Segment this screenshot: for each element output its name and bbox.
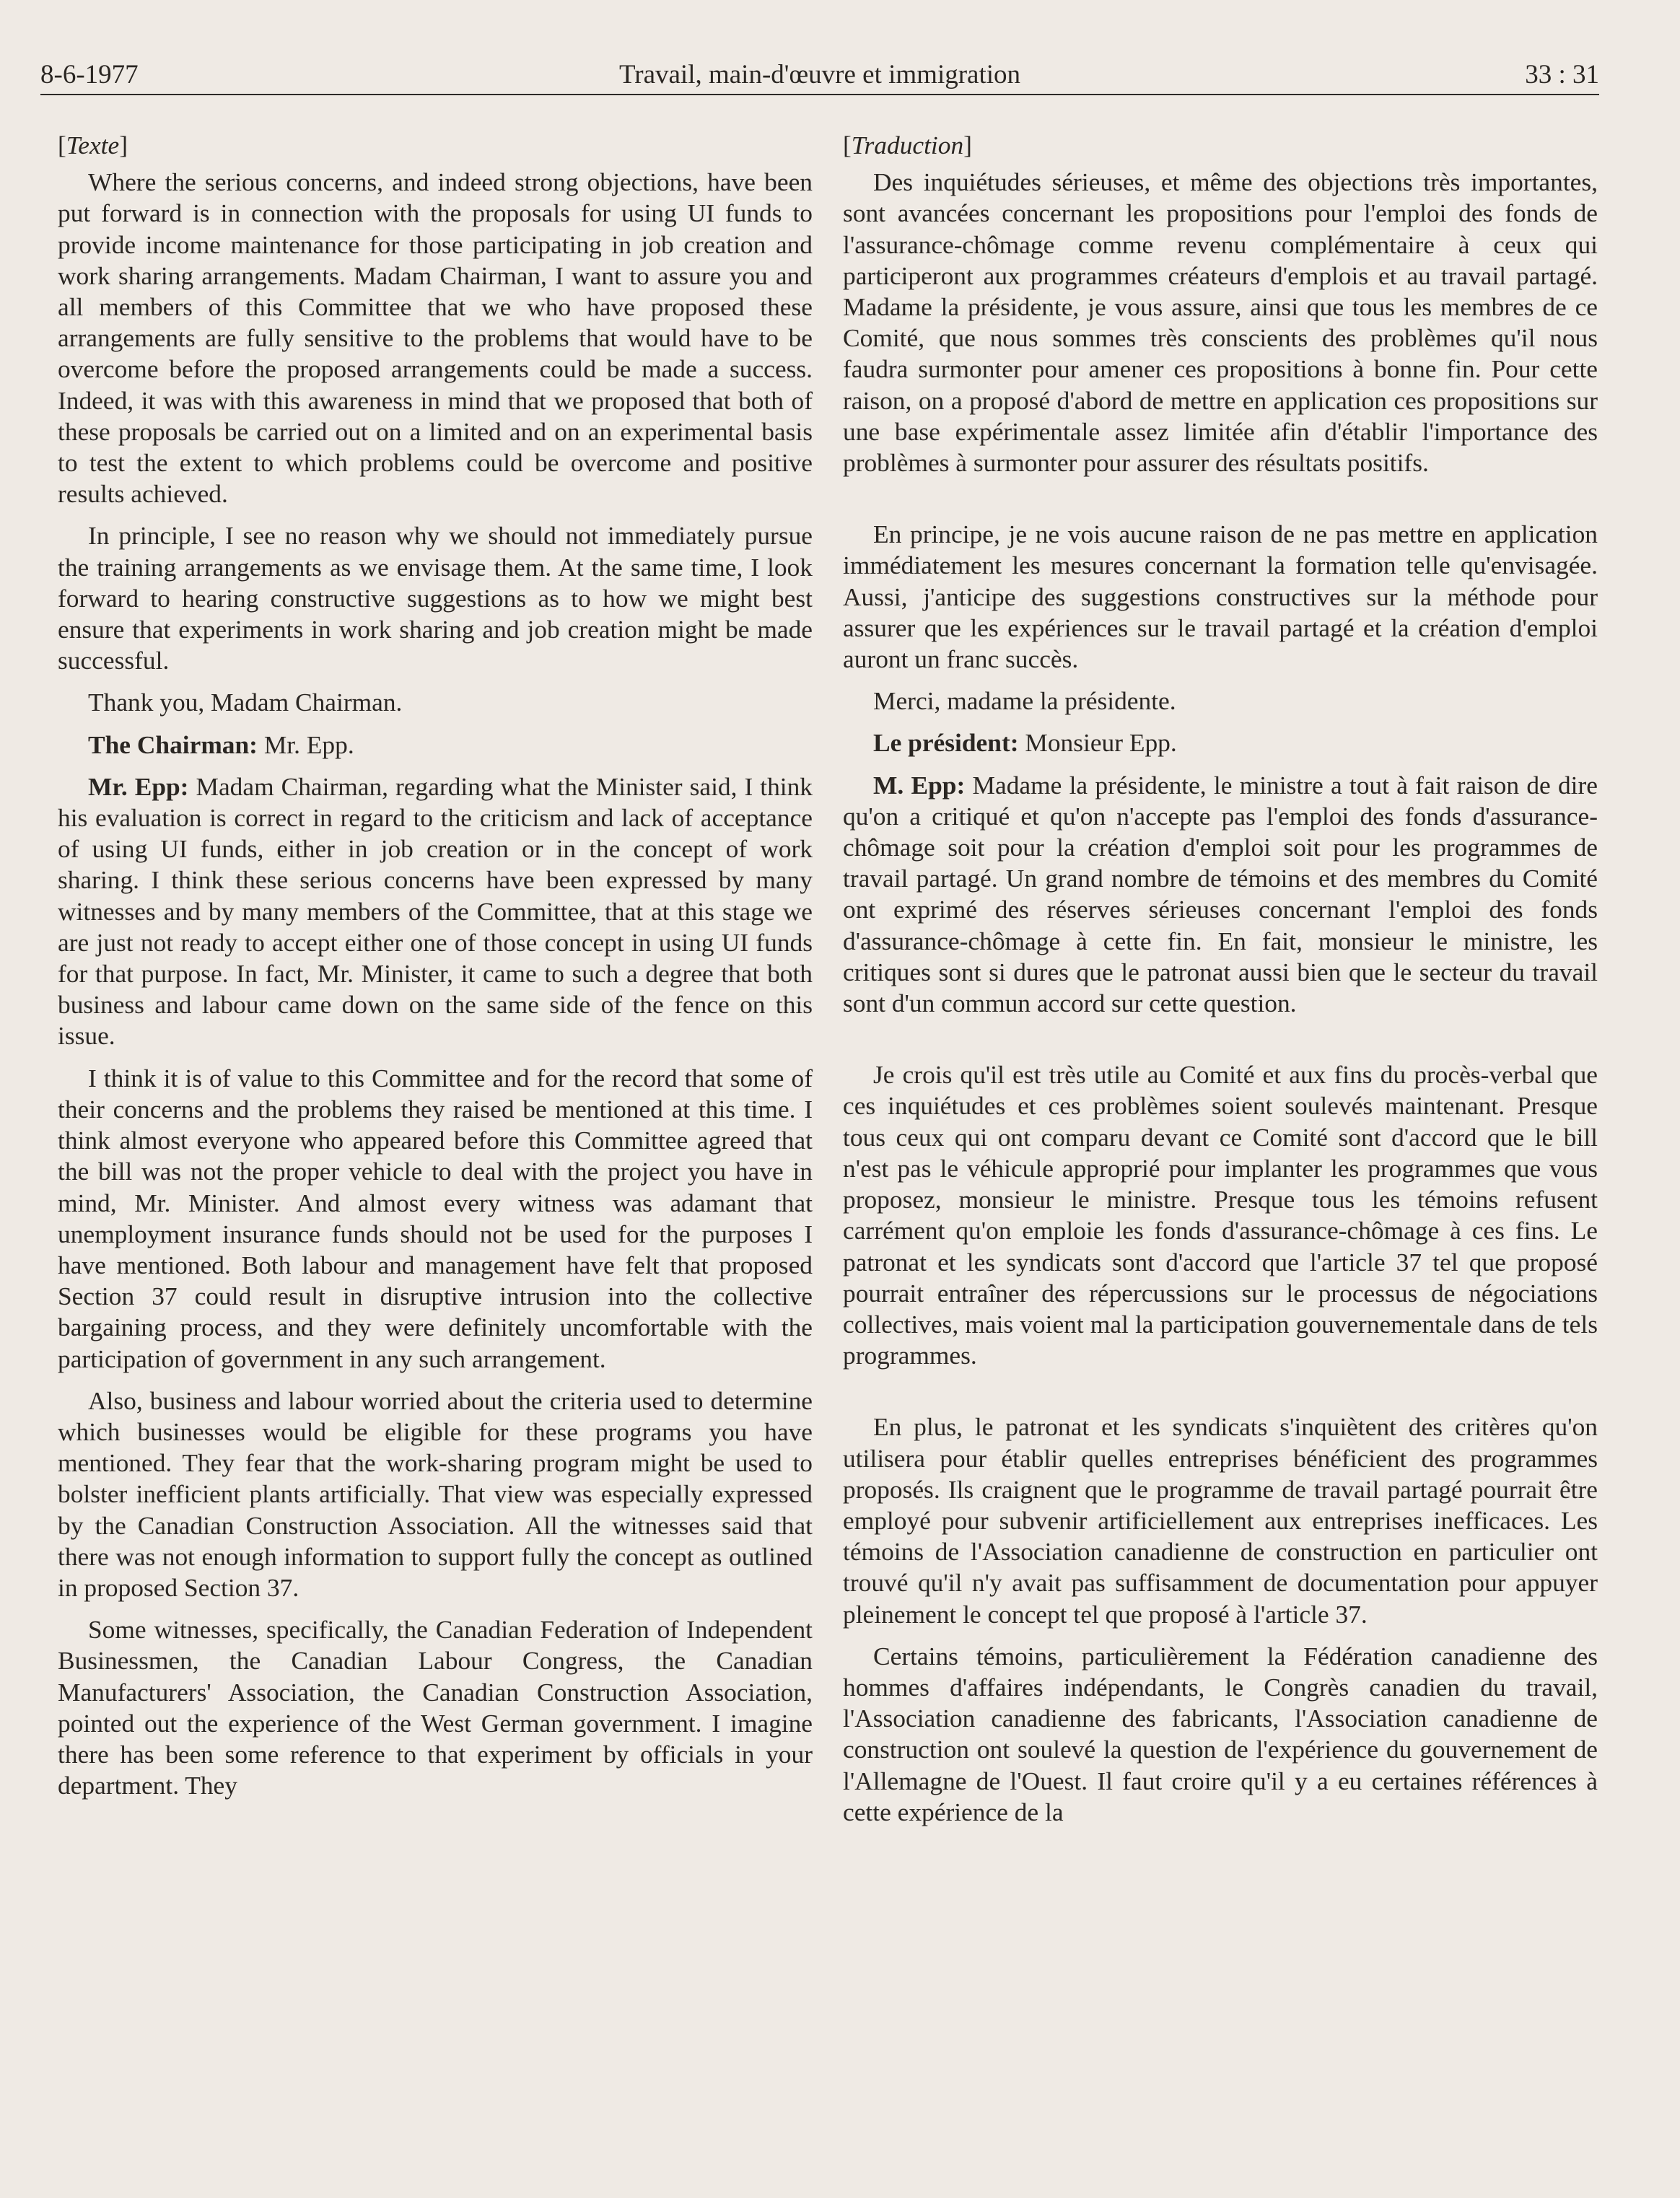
section-label-texte: [58, 130, 813, 161]
paragraph-spacer: [843, 489, 1598, 519]
paragraph: Also, business and labour worried about the criteria used to determine which businesses would be eligible for these programs you have mentioned. They fear that the work-sharing program might be used to bolster inefficient plants artificially. That view was especially expressed by the Canadian Construction Association. All the witnesses said that there was not enough information to support fully the concept as outlined in proposed Section 37.: [58, 1385, 813, 1602]
paragraph: En plus, le patronat et les syndicats s'inquiètent des critères qu'on utilisera pour établir quelles entreprises bénéficient des programmes proposés. Ils craignent que le programme de travail partagé pourrait être employé pour subvenir artificiellement aux entreprises inefficaces. Les témoins de l'Association canadienne de construction en particulier ont trouvé qu'il n'y avait pas suffisamment de documentation pour appuyer pleinement le concept tel que proposé à l'article 37.: [843, 1412, 1598, 1629]
label-text: Traduction: [851, 131, 964, 159]
label-open-bracket: [: [58, 131, 66, 159]
label-close-bracket: ]: [963, 131, 972, 159]
speech-text: Madam Chairman, regarding what the Minister said, I think his evaluation is correct in regard to the criticism and lack of acceptance of using UI funds, either in job creation or in the concept of work sharing. I think these serious concerns have been expressed by many witnesses and by many members of the Committee, that at this stage we are just not ready to accept either one of those concept in using UI funds for that purpose. In fact, Mr. Minister, it came to such a degree that both business and labour came down on the same side of the fence on this issue.: [58, 771, 813, 1051]
running-header: [40, 51, 1599, 91]
speaker-paragraph: [843, 770, 1598, 1020]
paragraph: Where the serious concerns, and indeed strong objections, have been put forward is in connection with the proposals for using UI funds to provide income maintenance for those participating in job creation and work sharing arrangements. Madam Chairman, I want to assure you and all members of this Committee that we who have proposed these arrangements are fully sensitive to the problems that would have to be overcome before the proposed arrangements could be made a success. Indeed, it was with this awareness in mind that we proposed that both of these proposals be carried out on a limited and on an experimental basis to test the extent to which problems could be overcome and positive results achieved.: [58, 167, 813, 509]
paragraph-spacer: [843, 1382, 1598, 1411]
speaker-paragraph: [58, 771, 813, 1052]
paragraph: Certains témoins, particulièrement la Fédération canadienne des hommes d'affaires indépendants, le Congrès canadien du travail, l'Association canadienne des fabricants, l'Association canadienne de construction ont soulevé la question de l'expérience du gouvernement de l'Allemagne de l'Ouest. Il faut croire qu'il y a eu certaines références à cette expérience de la: [843, 1641, 1598, 1826]
label-close-bracket: ]: [119, 131, 128, 159]
header-title: Travail, main-d'œuvre et immigration: [618, 60, 1021, 89]
paragraph: Merci, madame la présidente.: [873, 686, 1176, 716]
label-text: Texte: [66, 131, 120, 159]
speaker-name: Le président:: [873, 728, 1019, 758]
label-open-bracket: [: [843, 131, 852, 159]
speech-text: Mr. Epp.: [257, 730, 354, 759]
paragraph: Some witnesses, specifically, the Canadian Federation of Independent Businessmen, the Canadian Labour Congress, the Canadian Manufacturers' Association, the Canadian Construction Association, pointed out the experience of the West German government. I imagine there has been some reference to that experiment by officials in your department. They: [58, 1615, 813, 1800]
speaker-paragraph: [843, 727, 1598, 758]
french-column: [843, 130, 1598, 1839]
paragraph: In principle, I see no reason why we should not immediately pursue the training arrangements as we envisage them. At the same time, I look forward to hearing constructive suggestions as to how we might best ensure that experiments in work sharing and job creation might be made successful.: [58, 521, 813, 675]
speech-text: Monsieur Epp.: [1018, 728, 1177, 758]
header-rule: [40, 94, 1599, 95]
speaker-paragraph: [58, 730, 813, 761]
speech-text: Madame la présidente, le ministre a tout à fait raison de dire qu'on a critiqué et qu'on n'accepte pas l'emploi des fonds d'assurance-chômage soit pour la création d'emploi soit pour les programmes de travail partagé. Un grand nombre de témoins et des membres du Comité ont exprimé des réserves sérieuses concernant l'emploi des fonds d'assurance-chômage à cette fin. En fait, monsieur le ministre, les critiques sont si dures que le patronat aussi bien que le secteur du travail sont d'un commun accord sur cette question.: [843, 770, 1598, 1018]
paragraph: Thank you, Madam Chairman.: [88, 688, 403, 717]
paragraph: En principe, je ne vois aucune raison de ne pas mettre en application immédiatement les mesures concernant la formation telle qu'envisagée. Aussi, j'anticipe des suggestions constructives sur la méthode pour assurer que les expériences sur le travail partagé et la création d'emploi auront un franc succès.: [843, 520, 1598, 674]
header-date: 8-6-1977: [40, 60, 139, 89]
header-page-number: 33 : 31: [1525, 60, 1599, 89]
speaker-name: M. Epp:: [873, 770, 966, 800]
paragraph: I think it is of value to this Committee and for the record that some of their concerns and the problems they raised be mentioned at this time. I think almost everyone who appeared before this Committee agreed that the bill was not the proper vehicle to deal with the project you have in mind, Mr. Minister. And almost every witness was adamant that unemployment insurance funds should not be used for the purposes I have mentioned. Both labour and management have felt that proposed Section 37 could result in disruptive intrusion into the collective bargaining process, and they were definitely uncomfortable with the participation of government in any such arrangement.: [58, 1063, 813, 1373]
paragraph-spacer: [843, 1030, 1598, 1059]
speaker-name: The Chairman:: [88, 730, 258, 759]
section-label-traduction: [843, 130, 1598, 161]
english-column: [58, 130, 813, 1812]
paragraph: Je crois qu'il est très utile au Comité et aux fins du procès-verbal que ces inquiétudes et ces problèmes soient soulevés maintenant. Presque tous ceux qui ont comparu devant ce Comité sont d'accord que le bill n'est pas le véhicule approprié pour implanter les programmes que vous proposez, monsieur le ministre. Presque tous les témoins refusent carrément qu'on emploie les fonds d'assurance-chômage à ces fins. Le patronat et les syndicats sont d'accord que l'article 37 tel que proposé pourrait entraîner des répercussions sur le processus de négociations collectives, mais voient mal la participation gouvernementale dans de tels programmes.: [843, 1060, 1598, 1370]
paragraph: Des inquiétudes sérieuses, et même des objections très importantes, sont avancées concernant les propositions pour l'emploi des fonds de l'assurance-chômage comme revenu complémentaire à ceux qui participeront aux programmes créateurs d'emplois et au travail partagé. Madame la présidente, je vous assure, ainsi que tous les membres de ce Comité, que nous sommes très conscients des problèmes qu'il nous faudra surmonter pour amener ces propositions à bonne fin. Pour cette raison, on a proposé d'abord de mettre en application ces propositions sur une base expérimentale assez limitée afin d'établir l'importance des problèmes à surmonter pour assurer des résultats positifs.: [843, 167, 1598, 478]
speaker-name: Mr. Epp:: [88, 771, 189, 801]
